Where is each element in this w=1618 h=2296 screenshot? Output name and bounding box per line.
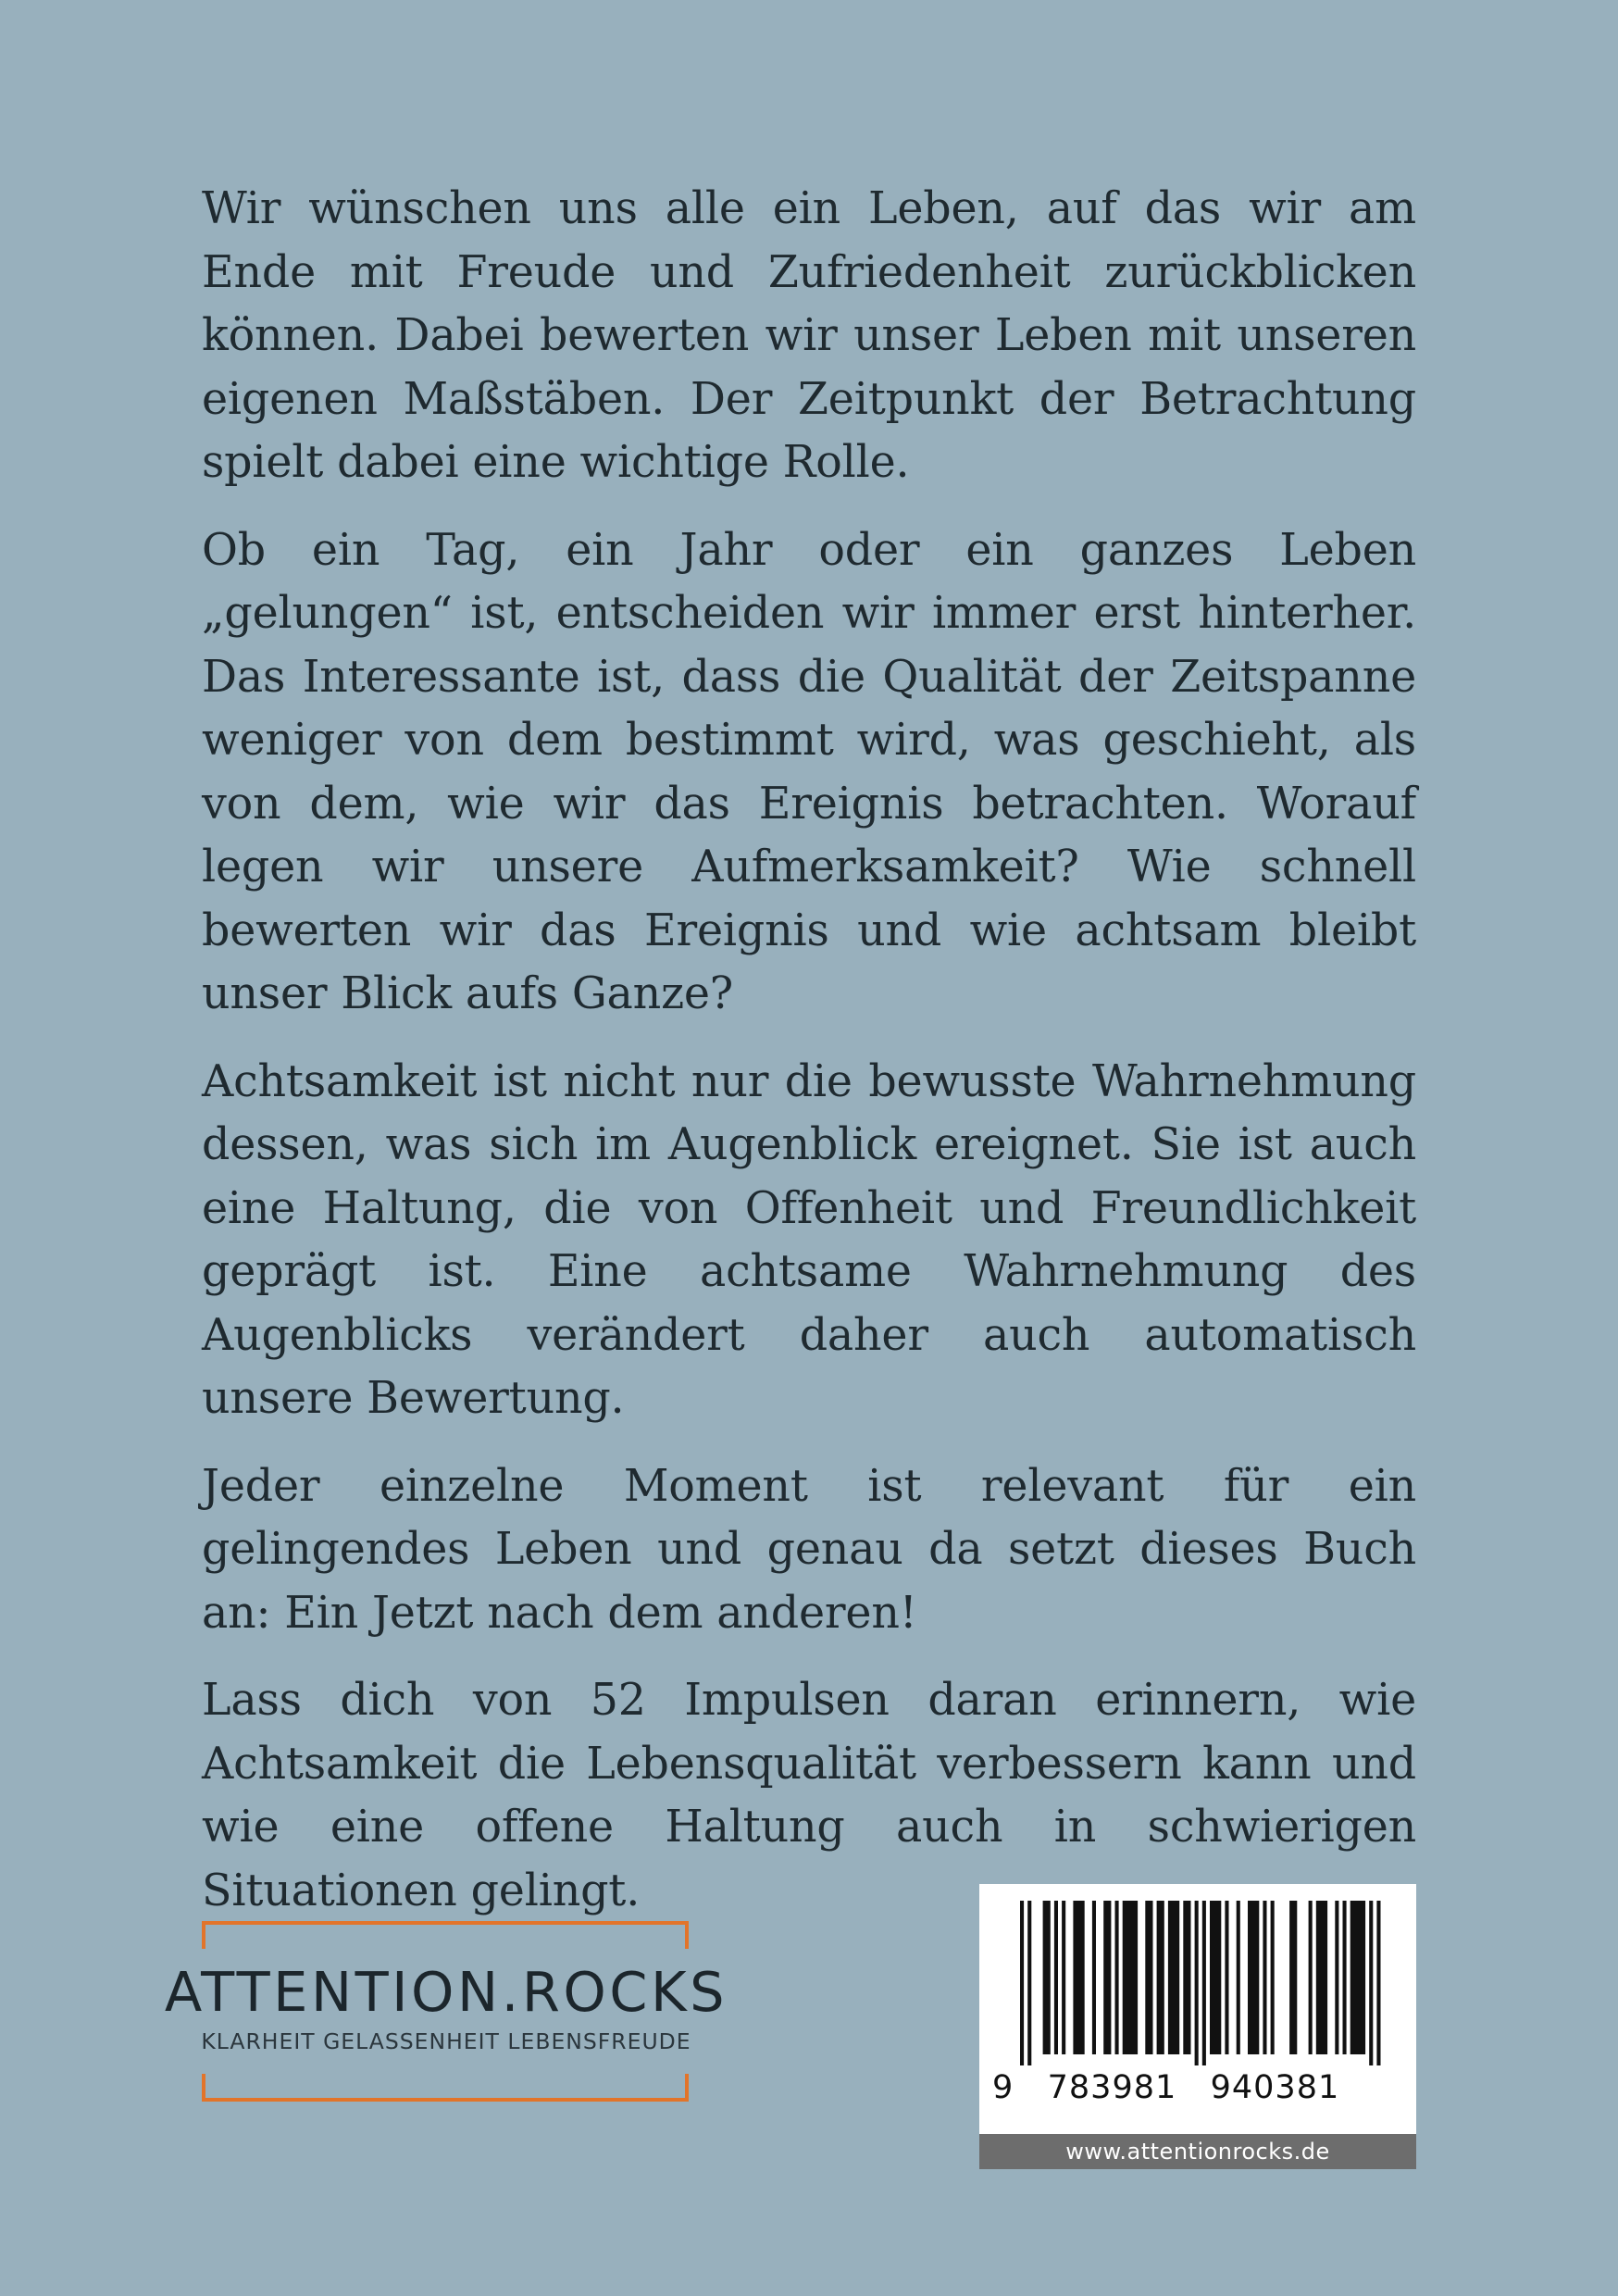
barcode-bar xyxy=(1210,1901,1221,2054)
barcode-bar xyxy=(1237,1901,1240,2054)
barcode-bar xyxy=(1316,1901,1327,2054)
barcode-bar xyxy=(1263,1901,1266,2054)
barcode-bar xyxy=(1062,1901,1065,2054)
blurb-paragraph: Jeder einzelne Moment ist relevant für ein gelingendes Leben und genau da setzt dieses Buch an: Ein Jetzt nach dem anderen! xyxy=(202,1460,1416,1639)
logo-tagline: KLARHEIT GELASSENHEIT LEBENSFREUDE xyxy=(201,2028,691,2054)
barcode-bar xyxy=(1195,1901,1199,2065)
barcode-bar xyxy=(1248,1901,1259,2054)
barcode-bars xyxy=(979,1884,1416,2069)
logo-bracket-bottom xyxy=(202,2074,689,2102)
barcode-bar xyxy=(1115,1901,1119,2054)
isbn-barcode xyxy=(979,1884,1416,2165)
barcode-bar xyxy=(1369,1901,1373,2065)
barcode-bar xyxy=(1376,1901,1380,2065)
barcode-bar xyxy=(1343,1901,1347,2054)
barcode-bar xyxy=(1309,1901,1313,2054)
barcode-bar xyxy=(1183,1901,1190,2054)
barcode-bar xyxy=(1103,1901,1111,2054)
barcode-bar xyxy=(1123,1901,1138,2054)
barcode-bar xyxy=(1225,1901,1228,2054)
barcode-bar xyxy=(1027,1901,1031,2065)
publisher-logo xyxy=(164,1921,728,2102)
barcode-bar xyxy=(1168,1901,1179,2054)
barcode-bar xyxy=(1335,1901,1338,2054)
barcode-bar xyxy=(1043,1901,1051,2054)
blurb-paragraph: Lass dich von 52 Impulsen daran erinnern, wie Achtsamkeit die Lebensqualität verbessern kann und wie eine offene Haltung auch in schwierigen Situationen gelingt. xyxy=(202,1675,1416,1916)
blurb-paragraph: Ob ein Tag, ein Jahr oder ein ganzes Leben „gelungen“ ist, entscheiden wir immer erst hinterher. Das Interessante ist, dass die Qualität der Zeitspanne weniger von dem bestimmt wird, was geschieht, als von dem, wie wir das Ereignis betrachten. Worauf legen wir unsere Aufmerksamkeit? Wie schnell bewerten wir das Ereignis und wie achtsam bleibt unser Blick aufs Ganze? xyxy=(202,524,1416,1019)
isbn-number: 9 783981 940381 xyxy=(992,2069,1340,2106)
logo-name: ATTENTION.ROCKS xyxy=(164,1960,728,2024)
barcode-bar xyxy=(1145,1901,1152,2054)
barcode-bar xyxy=(1289,1901,1297,2054)
barcode-bar xyxy=(1350,1901,1365,2054)
barcode-bar xyxy=(1157,1901,1164,2054)
logo-bracket-top xyxy=(202,1921,689,1949)
barcode-bar xyxy=(1092,1901,1096,2054)
barcode-bar xyxy=(1271,1901,1275,2054)
website-url: www.attentionrocks.de xyxy=(979,2134,1416,2169)
blurb-paragraph: Achtsamkeit ist nicht nur die bewusste Wahrnehmung dessen, was sich im Augenblick ereignet. Sie ist auch eine Haltung, die von Offenheit und Freundlichkeit geprägt ist. Eine achtsame Wahrnehmung des Augenblicks verändert daher auch automatisch unsere Bewertung. xyxy=(202,1055,1416,1424)
back-cover-blurb xyxy=(202,178,1416,1947)
barcode-bar xyxy=(1202,1901,1206,2065)
barcode-bar xyxy=(1020,1901,1024,2065)
barcode-bar xyxy=(1054,1901,1058,2054)
blurb-paragraph: Wir wünschen uns alle ein Leben, auf das wir am Ende mit Freude und Zufriedenheit zurückblicken können. Dabei bewerten wir unser Leben mit unseren eigenen Maßstäben. Der Zeitpunkt der Betrachtung spielt dabei eine wichtige Rolle. xyxy=(202,183,1416,488)
barcode-bar xyxy=(1073,1901,1084,2054)
